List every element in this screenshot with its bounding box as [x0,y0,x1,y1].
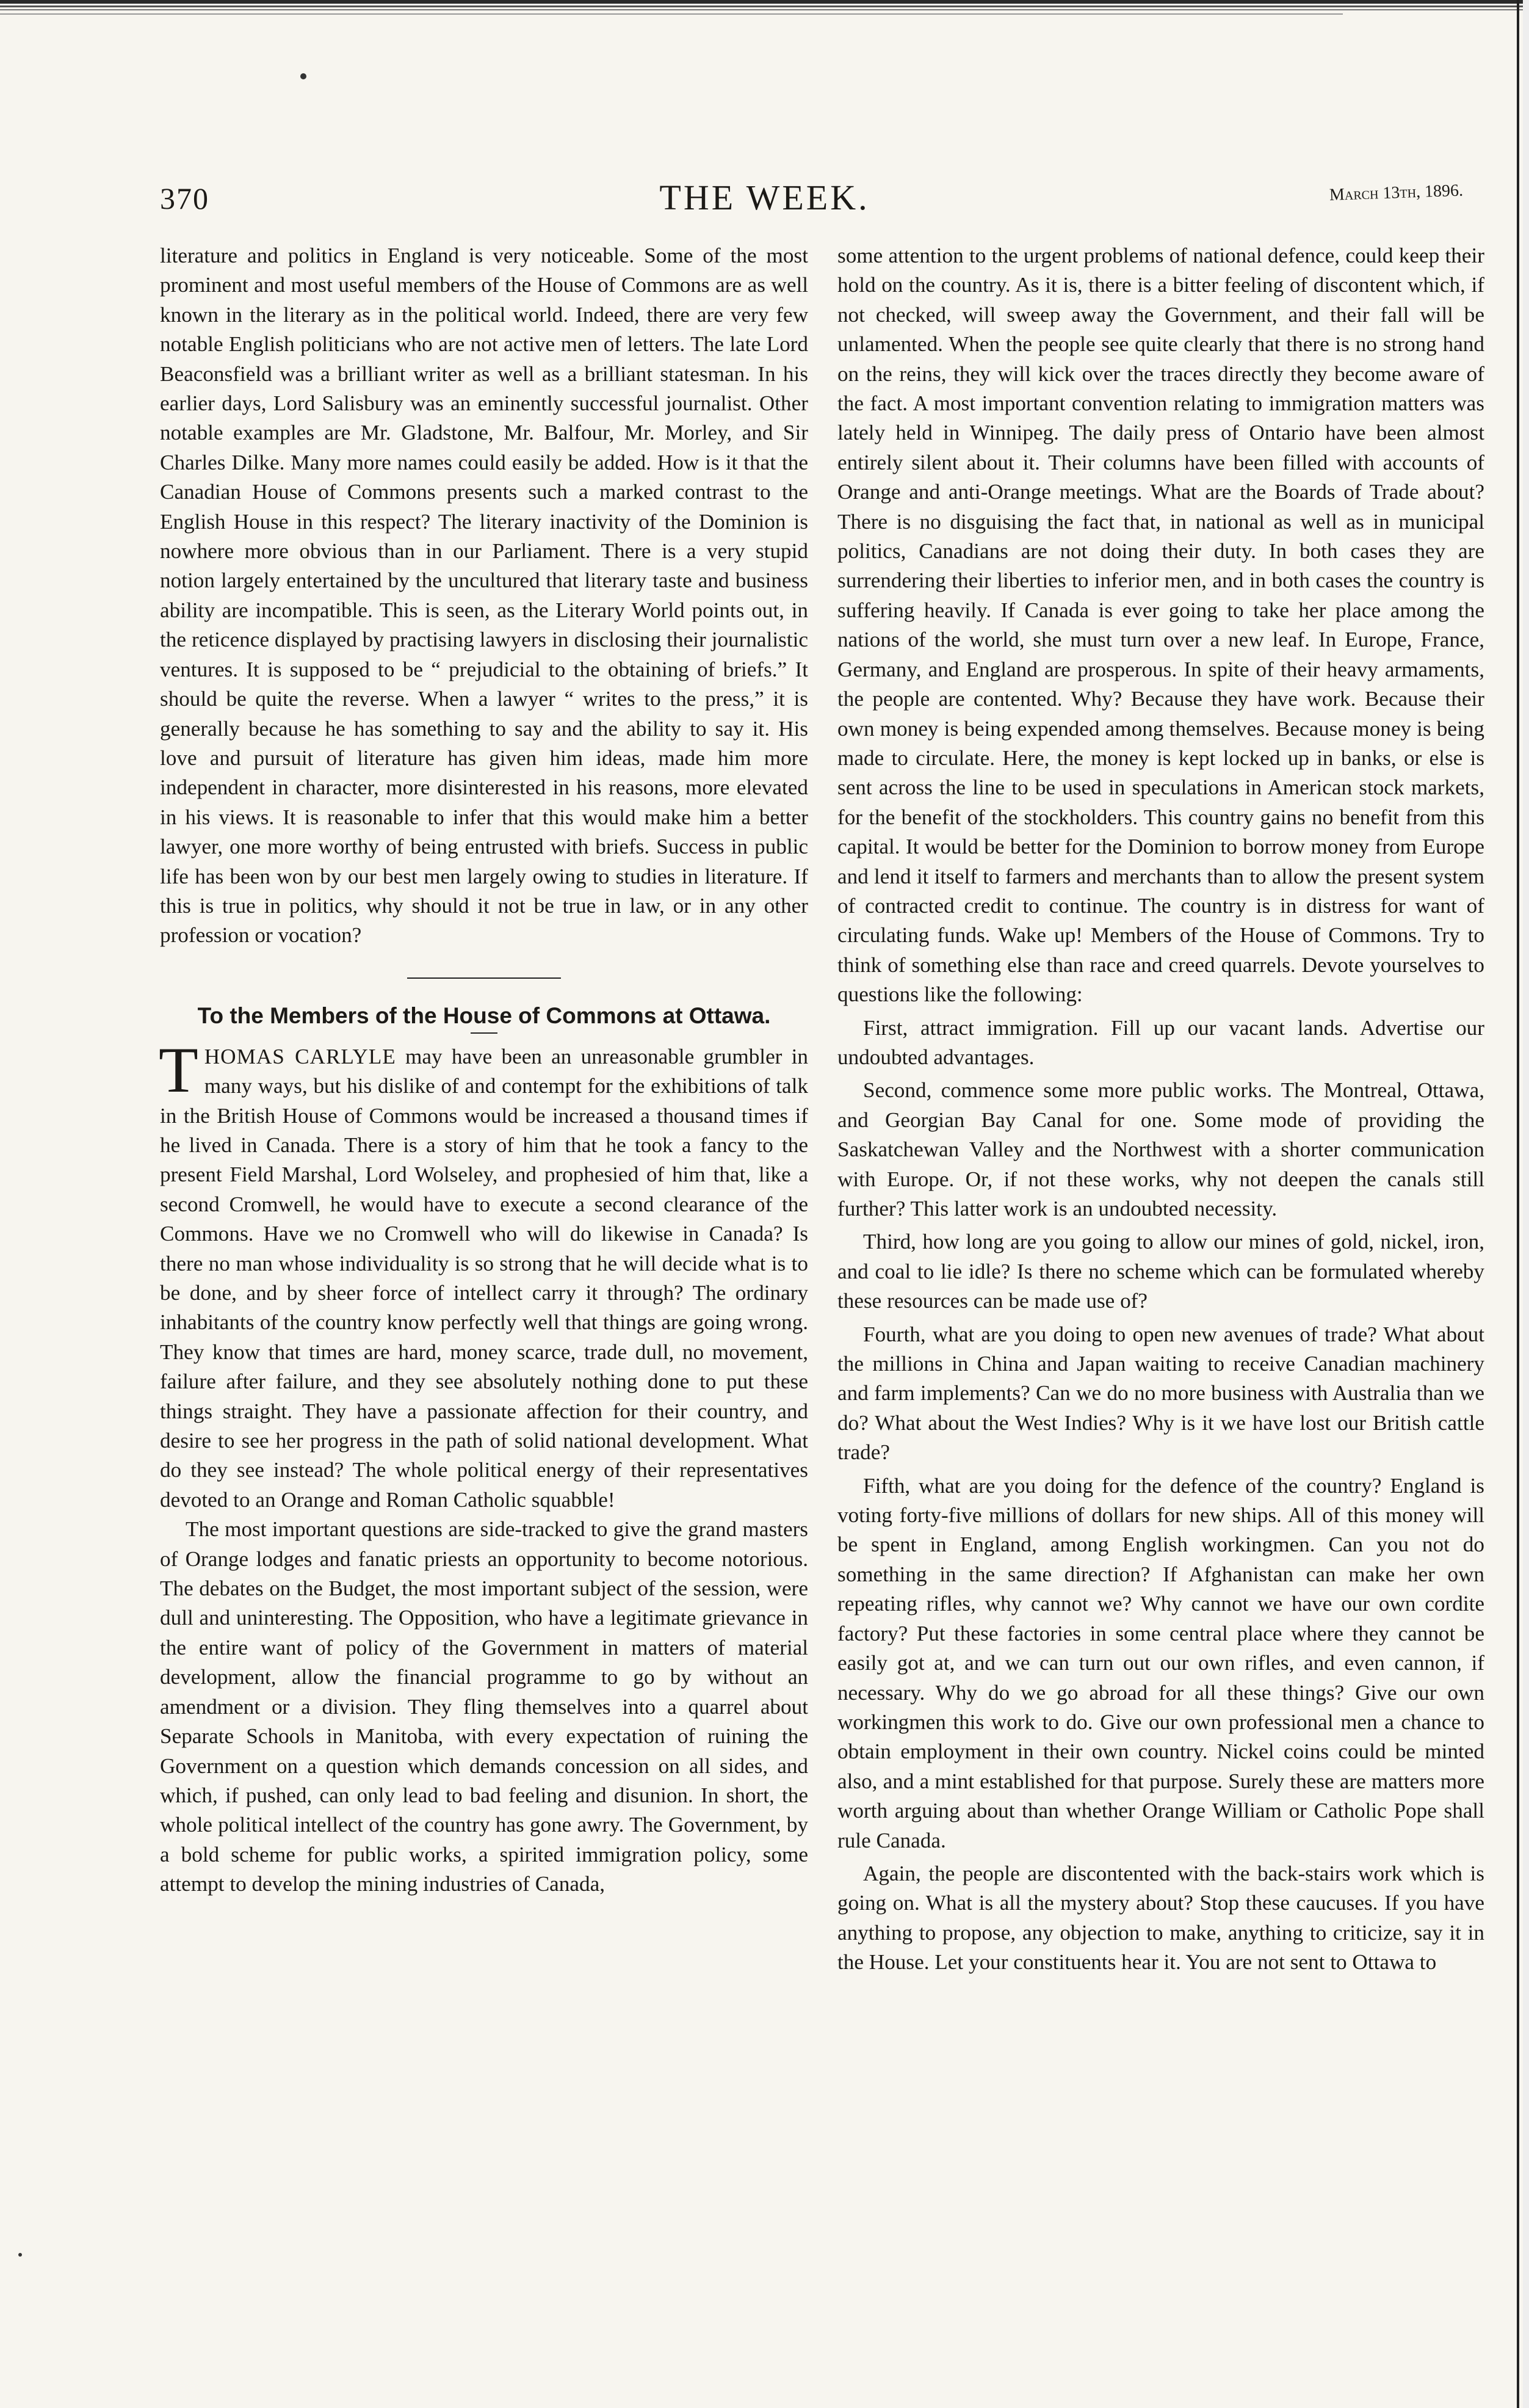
masthead: THE WEEK. [659,178,870,217]
article-paragraph: Fifth, what are you doing for the defence of the country? England is voting forty-five millions of dollars for new ships. All of this money will be spent in England, among English workingmen. Can you not do something in the same direction? If Afghanistan can make her own repeating rifles, why cannot we? Why cannot we have our own cordite factory? Put these factories in some central place where they cannot be easily got at, and we can turn out our own rifles, and even cannon, if necessary. Why do we go abroad for all these things? Give our own workingmen this work to do. Give our own professional men a chance to obtain employment in their own country. Nickel coins could be minted also, and a mint established for that purpose. Surely these are matters more worth arguing about than whether Orange William or Catholic Pope shall rule Canada. [837,1473,1484,1852]
article-paragraph [159,1034,809,1515]
scan-right-edge [1505,0,1529,2408]
stray-mark [18,2253,22,2257]
article-paragraph: Fourth, what are you doing to open new avenues of trade? What about the millions in China and Japan waiting to receive Canadian machinery and farm implements? Can we do no more business with Australia than we do? What about the West Indies? Why is it we have lost our British cattle trade? [837,1322,1484,1465]
lead-caps: HOMAS CARLYLE [204,1044,396,1068]
article-paragraph: Again, the people are discontented with the back-stairs work which is going on. What is all the mystery about? Stop these caucuses. If you have anything to propose, any objection to make, anything to criticize, say it in the House. Let your constituents hear it. You are not sent to Ottawa to [837,1861,1484,1975]
stray-mark [300,73,306,79]
scan-top-edge [0,0,1529,24]
left-column [160,241,808,1899]
issue-date: March 13th, 1896. [1329,181,1464,205]
section-divider [407,977,561,979]
page-number: 370 [160,181,209,216]
article-title: To the Members of the House of Commons at Ottawa. [197,1003,771,1028]
right-column [837,241,1484,1981]
article-paragraph: Second, commence some more public works. The Montreal, Ottawa, and Georgian Bay Canal for one. Some mode of providing the Saskatchewan Valley and the Northwest with a shorter communication with Europe. Or, if not these works, why not deepen the canals still further? This latter work is an undoubted necessity. [837,1078,1484,1220]
drop-cap: T [159,1034,198,1106]
article-paragraph: First, attract immigration. Fill up our vacant lands. Advertise our undoubted advantages. [837,1015,1484,1069]
page-header [0,177,1529,232]
title-divider [471,1032,497,1034]
article-paragraph: some attention to the urgent problems of national defence, could keep their hold on the country. As it is, there is a bitter feeling of discontent which, if not checked, will sweep away the Government, and their fall will be unlamented. When the people see quite clearly that there is no strong hand on the reins, they will kick over the traces directly they become aware of the fact. A most important convention relating to immigration matters was lately held in Winnipeg. The daily press of Ontario have been almost entirely silent about it. Their columns have been filled with accounts of Orange and anti-Orange meetings. What are the Boards of Trade about? There is no disguising the fact that, in national as well as in municipal politics, Canadians are not doing their duty. In both cases they are surrendering their liberties to inferior men, and in both cases the country is suffering heavily. If Canada is ever going to take her place among the nations of the world, she must turn over a new leaf. In Europe, France, Germany, and England are prosperous. In spite of their heavy armaments, the people are contented. Why? Because they have work. Because their own money is being expended among themselves. Because money is being made to circulate. Here, the money is kept locked up in banks, or else is sent across the line to be used in speculations in American stock markets, for the benefit of the stockholders. This country gains no benefit from this capital. It would be better for the Dominion to borrow money from Europe and lend it itself to farmers and merchants than to allow the present system of contracted credit to continue. The country is in distress for want of circulating funds. Wake up! Members of the House of Commons. Try to think of something else than race and creed quarrels. Devote yourselves to questions like the following: [837,244,1484,1007]
paragraph-text: may have been an unreasonable grumbler in many ways, but his dislike of and contempt for the exhibitions of talk in the British House of Commons would be increased a thousand times if he lived in Canada. There is a story of him that he took a fancy to the present Field Marshal, Lord Wolseley, and prophesied of him that, like a second Cromwell, he would have to execute a second clearance of the Commons. Have we no Cromwell who will do likewise in Canada? Is there no man whose individuality is so strong that he will decide what is to be done, and by sheer force of intellect carry it through? The ordinary inhabitants of the country know perfectly well that things are going wrong. They know that times are hard, money scarce, trade dull, no movement, failure after failure, and they see absolutely nothing done to put these things straight. They have a passionate affection for their country, and desire to see her progress in the path of solid national development. What do they see instead? The whole political energy of their representatives devoted to an Orange and Roman Catholic squabble! [160,1044,809,1512]
intro-paragraph: literature and politics in England is very noticeable. Some of the most prominent and most useful members of the House of Commons are as well known in the literary as in the political world. Indeed, there are very few notable English politicians who are not active men of letters. The late Lord Beaconsfield was a brilliant writer as well as a brilliant statesman. In his earlier days, Lord Salisbury was an eminently successful journalist. Other notable examples are Mr. Gladstone, Mr. Balfour, Mr. Morley, and Sir Charles Dilke. Many more names could easily be added. How is it that the Canadian House of Commons presents such a marked contrast to the English House in this respect? The literary inactivity of the Dominion is nowhere more obvious than in our Parliament. There is a very stupid notion largely entertained by the uncultured that literary taste and business ability are incompatible. This is seen, as the Literary World points out, in the reticence displayed by practising lawyers in disclosing their journalistic ventures. It is supposed to be “ prejudicial to the obtaining of briefs.” It should be quite the reverse. When a lawyer “ writes to the press,” it is generally because he has something to say and the ability to say it. His love and pursuit of literature has given him ideas, made him more independent in character, more disinterested in his reasons, more elevated in his views. It is reasonable to infer that this would make him a better lawyer, one more worthy of being entrusted with briefs. Success in public life has been won by our best men largely owing to studies in literature. If this is true in politics, why should it not be true in law, or in any other profession or vocation? [160,244,808,948]
article-paragraph: Third, how long are you going to allow our mines of gold, nickel, iron, and coal to lie idle? Is there no scheme which can be formulated whereby these resources can be made use of? [837,1230,1484,1313]
article-paragraph: The most important questions are side-tracked to give the grand masters of Orange lodges and fanatic priests an opportunity to become notorious. The debates on the Budget, the most important subject of the session, were dull and uninteresting. The Opposition, who have a legitimate grievance in the entire want of policy of the Government in matters of material development, allow the financial programme to go by without an amendment or a division. They fling themselves into a quarrel about Separate Schools in Manitoba, with every expectation of ruining the Government on a question which demands concession on all sides, and which, if pushed, can only lead to bad feeling and disunion. In short, the whole political intellect of the country has gone awry. The Government, by a bold scheme for public works, a spirited immigration policy, some attempt to develop the mining industries of Canada, [160,1517,808,1896]
